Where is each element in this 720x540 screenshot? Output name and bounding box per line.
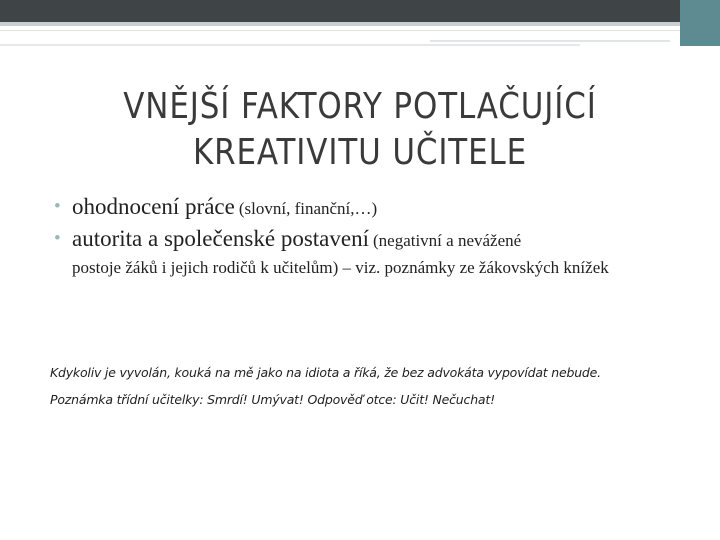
top-decorative-bar — [0, 0, 720, 50]
top-bar-line-segment-2 — [0, 44, 580, 46]
bullet-item-evaluation — [54, 192, 684, 224]
slide-title: VNĚJŠÍ FAKTORY POTLAČUJÍCÍ KREATIVITU UČITELE — [123, 86, 597, 173]
top-bar-line-segment-1 — [430, 40, 670, 42]
bullet-main-text: ohodnocení práce — [72, 194, 235, 219]
bullet-paren-text: (negativní a nevážené — [372, 231, 522, 250]
top-bar-thin-line — [0, 30, 680, 31]
student-book-note-2: Poznámka třídní učitelky: Smrdí! Umývat! Odpověď otce: Učit! Nečuchat! — [50, 392, 495, 407]
bullet-item-authority — [54, 224, 684, 280]
bullet-marker: • — [54, 228, 61, 249]
top-bar-dark-band — [0, 0, 720, 22]
bullet-continuation-text: postoje žáků i jejich rodičů k učitelům) – viz. poznámky ze žákovských knížek — [72, 258, 609, 277]
bullet-main-text: autorita a společenské postavení — [72, 226, 369, 251]
student-book-note-1: Kdykoliv je vyvolán, kouká na mě jako na idiota a říká, že bez advokáta vypovídat nebude. — [50, 365, 601, 380]
bullet-marker: • — [54, 196, 61, 217]
top-bar-teal-block — [680, 0, 720, 46]
bullet-list — [54, 192, 684, 280]
bullet-paren-text: (slovní, finanční,…) — [238, 199, 378, 218]
top-bar-light-line — [0, 22, 680, 26]
